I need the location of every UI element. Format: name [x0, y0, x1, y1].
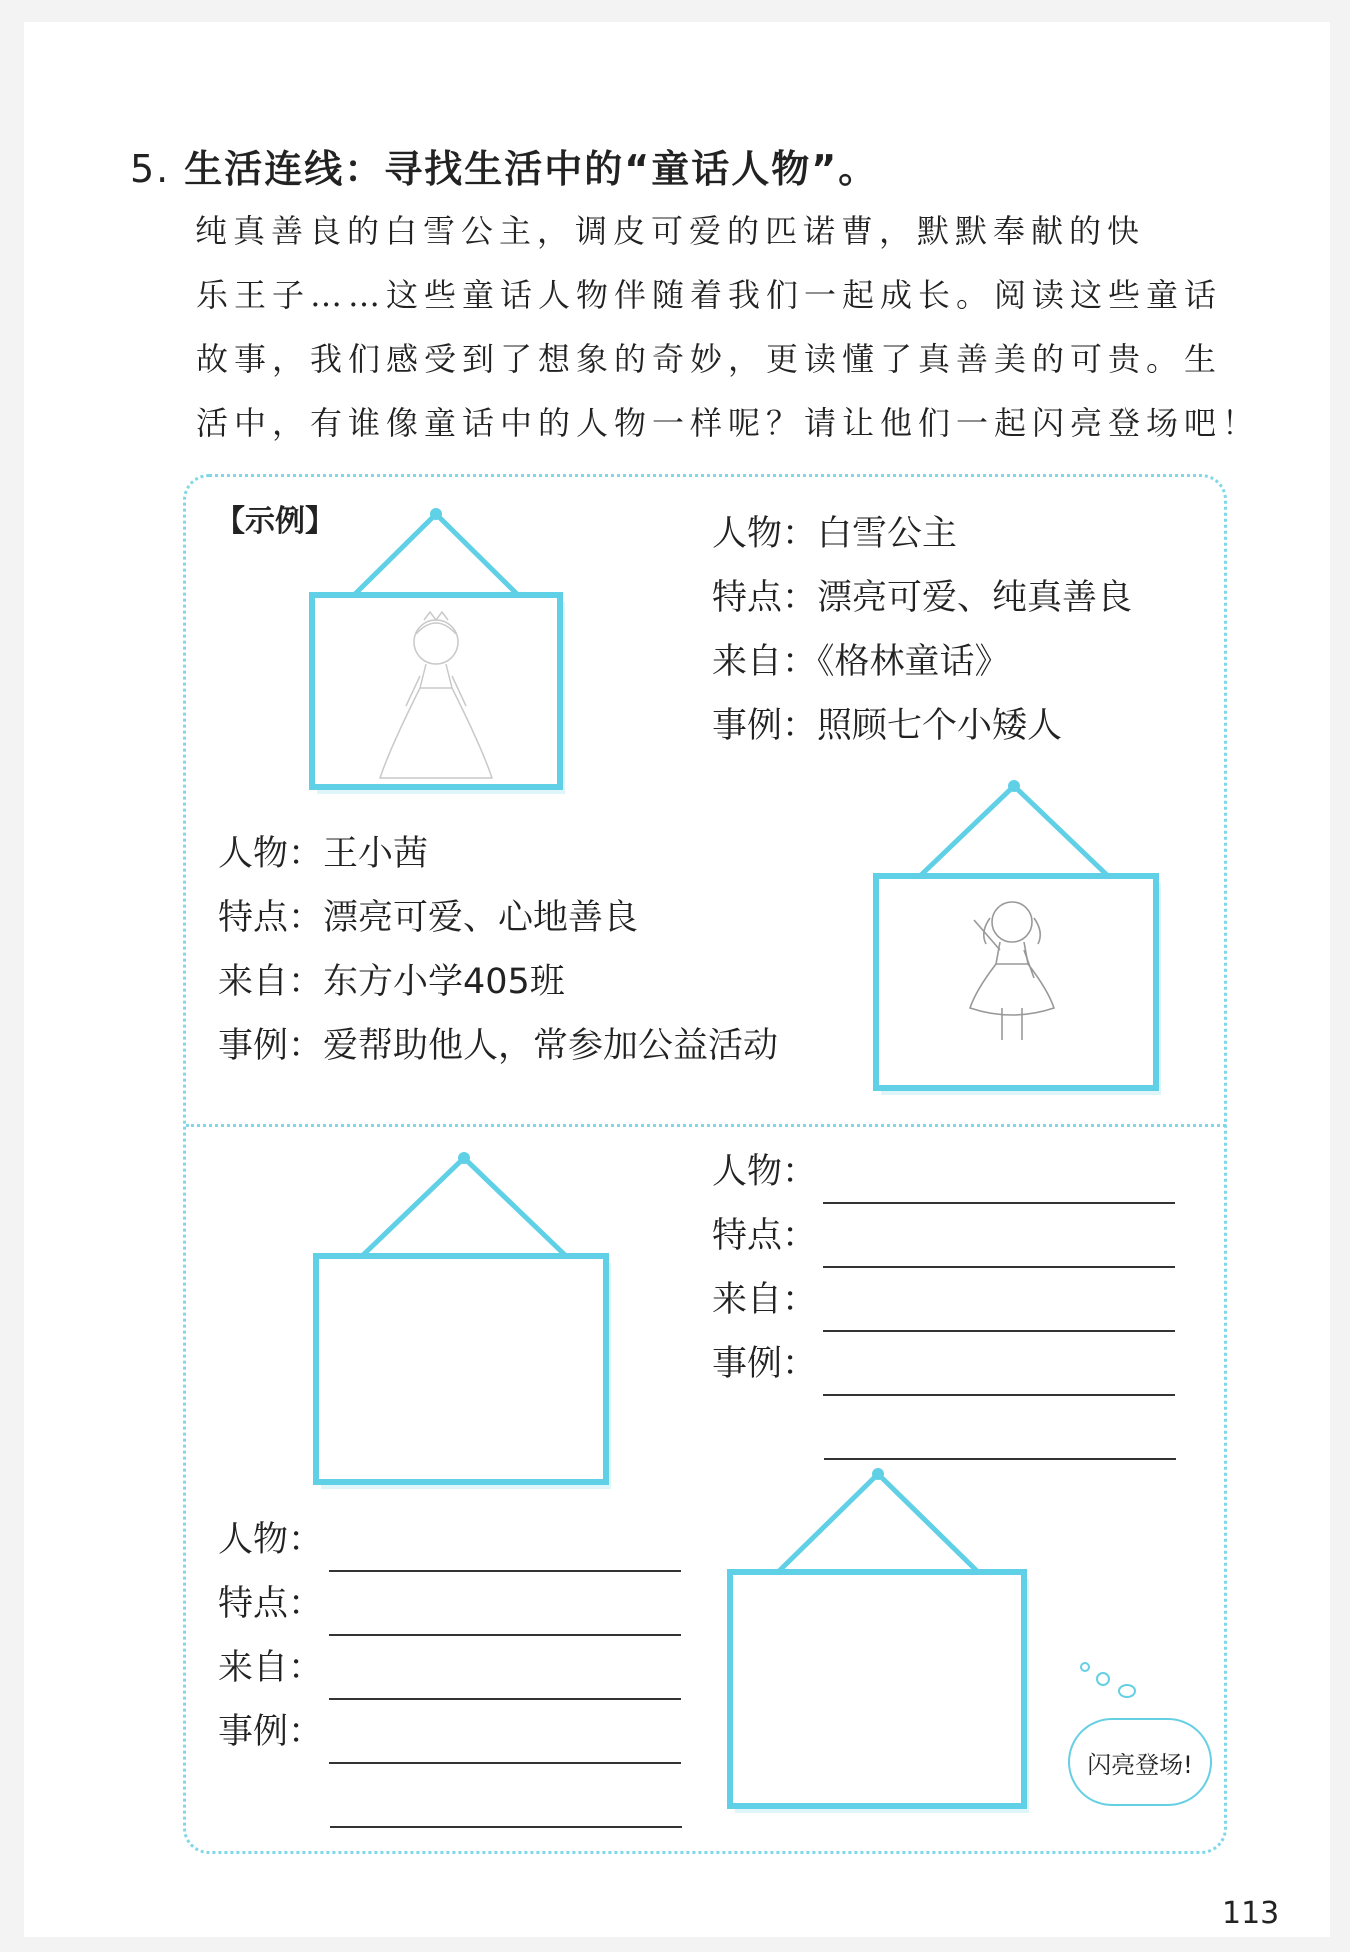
blank-info-2 [218, 1508, 682, 1828]
intro-line-1: 纯真善良的白雪公主，调皮可爱的匹诺曹，默默奉献的快 [195, 212, 1146, 250]
question-number: 5. [130, 147, 171, 191]
intro-line-2: 乐王子……这些童话人物伴随着我们一起成长。阅读这些童话 [196, 276, 1223, 314]
blank1-person-label: 人物： [712, 1152, 818, 1192]
blank2-trait-line[interactable] [329, 1590, 681, 1636]
example-fairy-info [712, 502, 1132, 758]
question-title-text: 生活连线：寻找生活中的“童话人物”。 [184, 147, 879, 191]
snow-white-frame [300, 500, 580, 800]
fairy-trait: 特点：漂亮可爱、纯真善良 [712, 578, 1133, 618]
blank1-person-line[interactable] [823, 1158, 1175, 1204]
fairy-source: 来自：《格林童话》 [712, 642, 1010, 682]
fairy-person: 人物：白雪公主 [712, 514, 958, 554]
real-person: 人物：王小茜 [218, 834, 429, 874]
girl-frame [864, 772, 1164, 1102]
blank1-source-label: 来自： [712, 1280, 818, 1320]
blank2-person-line[interactable] [329, 1526, 681, 1572]
thought-dot-1 [1080, 1662, 1090, 1672]
board-divider [186, 1124, 1226, 1127]
blank2-source-line[interactable] [329, 1654, 681, 1700]
thought-bubble-icon [1068, 1718, 1212, 1806]
blank2-story-line[interactable] [329, 1718, 681, 1764]
thought-dot-2 [1096, 1672, 1110, 1686]
example-real-info [218, 822, 778, 1078]
blank-info-1 [712, 1140, 1176, 1460]
blank1-trait-line[interactable] [823, 1222, 1175, 1268]
real-source: 来自：东方小学405班 [218, 962, 565, 1002]
fairy-story: 事例：照顾七个小矮人 [712, 706, 1063, 746]
blank1-story-line[interactable] [823, 1350, 1175, 1396]
real-story: 事例：爱帮助他人，常参加公益活动 [218, 1026, 779, 1066]
bubble-text: 闪亮登场! [1087, 1750, 1193, 1779]
thought-dot-3 [1118, 1684, 1136, 1698]
intro-line-4: 活中，有谁像童话中的人物一样呢？请让他们一起闪亮登场吧！ [196, 404, 1261, 442]
blank2-story-label: 事例： [218, 1712, 324, 1752]
blank2-story-line-2[interactable] [330, 1782, 682, 1828]
blank2-trait-label: 特点： [218, 1584, 324, 1624]
intro-line-3: 故事，我们感受到了想象的奇妙，更读懂了真善美的可贵。生 [196, 340, 1223, 378]
blank-frame-1 [304, 1142, 624, 1492]
blank1-trait-label: 特点： [712, 1216, 818, 1256]
example-tag: 【示例】 [215, 504, 335, 539]
blank1-story-line-2[interactable] [824, 1414, 1176, 1460]
page-number: 113 [1222, 1896, 1280, 1931]
question-title [130, 138, 878, 193]
blank2-person-label: 人物： [218, 1520, 324, 1560]
blank1-story-label: 事例： [712, 1344, 818, 1384]
blank1-source-line[interactable] [823, 1286, 1175, 1332]
real-trait: 特点：漂亮可爱、心地善良 [218, 898, 639, 938]
blank-frame-2 [718, 1458, 1038, 1818]
blank2-source-label: 来自： [218, 1648, 324, 1688]
